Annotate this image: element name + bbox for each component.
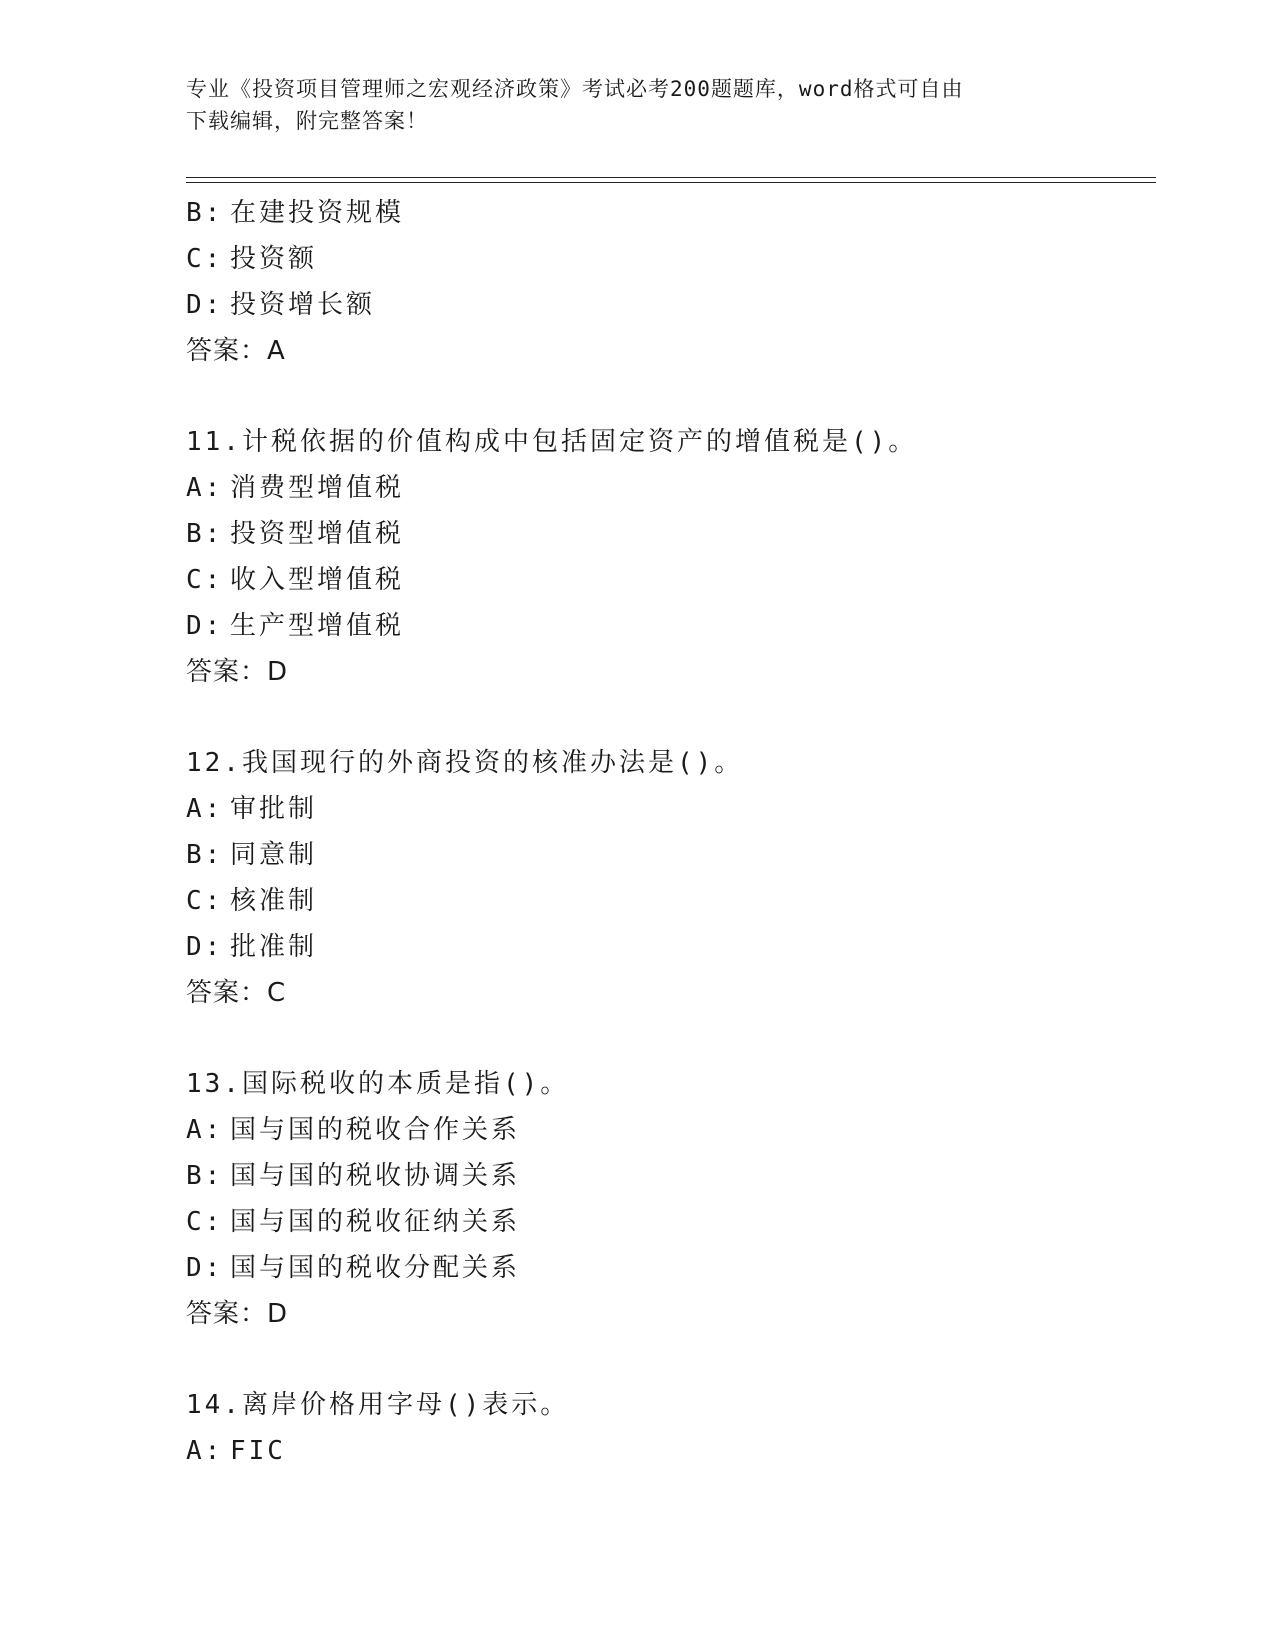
- question-stem: 14.离岸价格用字母()表示。: [186, 1390, 570, 1420]
- header-line-2: 下载编辑，附完整答案！: [186, 109, 428, 133]
- option-d: D: 投资增长额: [186, 290, 376, 320]
- option-b: B: 投资型增值税: [186, 519, 405, 549]
- option-b: B: 在建投资规模: [186, 198, 405, 228]
- answer-line: 答案：D: [186, 1299, 289, 1329]
- option-c: C: 投资额: [186, 244, 318, 274]
- option-a: A: 审批制: [186, 794, 318, 824]
- option-c: C: 核准制: [186, 886, 318, 916]
- question-stem: 13.国际税收的本质是指()。: [186, 1069, 570, 1099]
- question-10-continued: [186, 190, 1146, 374]
- option-b: B: 同意制: [186, 840, 318, 870]
- option-c: C: 收入型增值税: [186, 565, 405, 595]
- option-a: A: 消费型增值税: [186, 473, 405, 503]
- option-d: D: 生产型增值税: [186, 611, 405, 641]
- option-b: B: 国与国的税收协调关系: [186, 1161, 521, 1191]
- answer-line: 答案：A: [186, 336, 286, 366]
- question-14: [186, 1382, 1146, 1474]
- option-a: A: FIC: [186, 1436, 286, 1466]
- question-11: [186, 419, 1146, 695]
- question-list: [186, 190, 1146, 1474]
- option-d: D: 国与国的税收分配关系: [186, 1253, 521, 1283]
- question-13: [186, 1061, 1146, 1337]
- document-header: [186, 73, 1066, 137]
- question-stem: 12.我国现行的外商投资的核准办法是()。: [186, 748, 744, 778]
- header-line-1: 专业《投资项目管理师之宏观经济政策》考试必考200题题库，word格式可自由: [186, 77, 964, 101]
- question-12: [186, 740, 1146, 1016]
- option-a: A: 国与国的税收合作关系: [186, 1115, 521, 1145]
- header-divider-bottom: [186, 182, 1156, 183]
- answer-line: 答案：C: [186, 978, 287, 1008]
- header-divider-top: [186, 177, 1156, 178]
- option-d: D: 批准制: [186, 932, 318, 962]
- option-c: C: 国与国的税收征纳关系: [186, 1207, 521, 1237]
- question-stem: 11.计税依据的价值构成中包括固定资产的增值税是()。: [186, 427, 918, 457]
- answer-line: 答案：D: [186, 657, 289, 687]
